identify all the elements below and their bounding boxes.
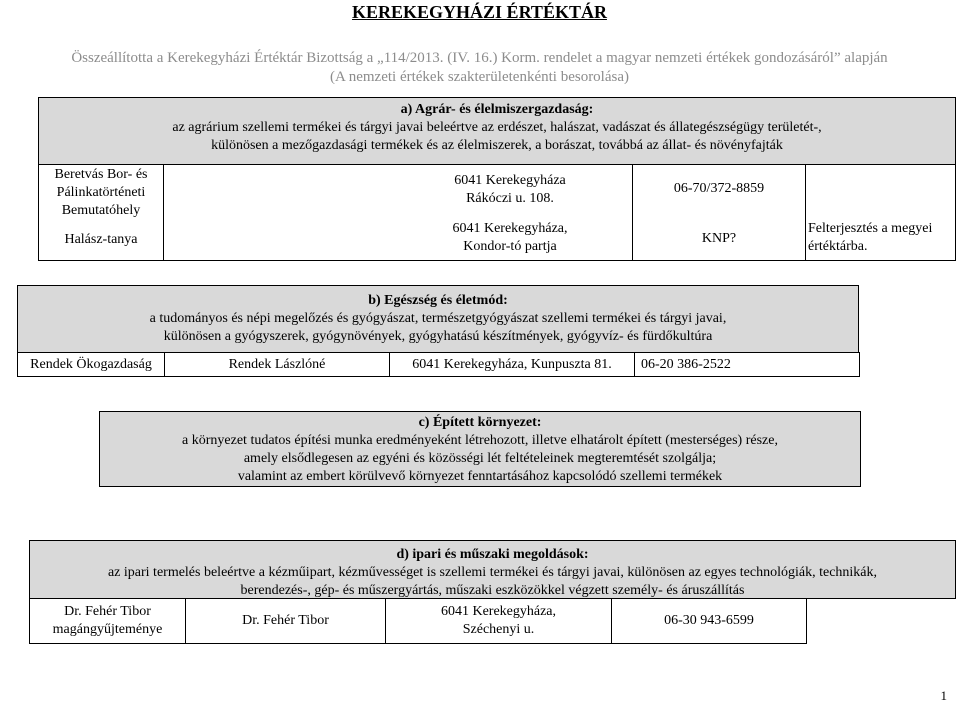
person-name: Rendek Lászlóné — [228, 356, 326, 372]
place-name: Beretvás Bor- és Pálinkatörténeti Bemutatóhely — [54, 167, 148, 218]
address — [430, 218, 590, 258]
phone — [635, 353, 795, 376]
address-line-1: 6041 Kerekegyháza — [454, 173, 566, 188]
phone — [612, 600, 806, 642]
address — [440, 170, 580, 210]
address — [386, 600, 611, 642]
subtitle-line-2: (A nemzeti értékek szakterületenkénti besorolása) — [329, 69, 630, 85]
person-name: Dr. Fehér Tibor — [242, 613, 329, 628]
page-number: 1 — [940, 688, 947, 703]
section-b-heading: b) Egészség és életmód: — [368, 293, 508, 308]
note-text: Felterjesztés a megyei értéktárba. — [808, 221, 933, 254]
phone-value: 06-70/372-8859 — [673, 181, 765, 196]
section-c-heading: c) Épített környezet: — [418, 415, 542, 430]
section-b-line-2: különösen a gyógyszerek, gyógynövények, gyógyhatású készítmények, gyógyvíz- és fürdőkultúra — [163, 329, 713, 344]
phone-value: KNP? — [701, 231, 737, 246]
phone-value: 06-20 386-2522 — [641, 356, 731, 372]
note — [808, 218, 954, 258]
address-line-1: 6041 Kerekegyháza, — [452, 221, 568, 236]
section-c-line-1: a környezet tudatos építési munka eredményeként létrehozott, illetve elhatárolt épített (mesterséges) része, — [182, 433, 778, 448]
section-c-line-3: valamint az embert körülvevő környezet fenntartásához kapcsolódó szellemi termékek — [237, 469, 723, 484]
table-row — [39, 229, 163, 251]
phone — [633, 178, 805, 200]
table-row — [18, 353, 164, 376]
section-a-line-2: különösen a mezőgazdasági termékek és az élelmiszerek, a borászat, továbbá az állat- és növényfajták — [211, 138, 783, 153]
section-d-line-2: berendezés-, gép- és műszergyártás, műszaki eszközökkel végzett személy- és áruszállítás — [240, 583, 745, 598]
section-a-header — [38, 97, 956, 165]
section-d-header — [29, 540, 956, 599]
document-title: KEREKEGYHÁZI ÉRTÉKTÁR — [352, 2, 607, 22]
place-name: Rendek Ökogazdaság — [30, 356, 152, 372]
section-a-heading: a) Agrár- és élelmiszergazdaság: — [400, 102, 594, 117]
section-b-header — [17, 285, 859, 353]
address-line: 6041 Kerekegyháza, Kunpuszta 81. — [412, 356, 612, 372]
address-line-2: Rákóczi u. 108. — [466, 191, 554, 206]
section-d-heading: d) ipari és műszaki megoldások: — [396, 547, 589, 562]
section-a-line-1: az agrárium szellemi termékei és tárgyi javai beleértve az erdészet, halászat, vadászat és állategészségügy területét-, — [172, 120, 822, 135]
person — [165, 353, 389, 376]
table-row — [39, 165, 163, 221]
collection-name-line-1: Dr. Fehér Tibor — [64, 604, 151, 619]
address-line-2: Kondor-tó partja — [463, 239, 557, 254]
address-line-2: Széchenyi u. — [462, 622, 535, 637]
section-b-line-1: a tudományos és népi megelőzés és gyógyászat, természetgyógyászat szellemi termékei és tárgyi javai, — [149, 311, 727, 326]
table-row — [30, 600, 185, 642]
subtitle-line-1: Összeállította a Kerekegyházi Értéktár Bizottság a „114/2013. (IV. 16.) Korm. rendelet a magyar nemzeti értékek gondozásáról” alapján — [71, 50, 888, 66]
section-c-line-2: amely elsődlegesen az egyéni és közösségi lét feltételeinek megteremtését szolgálja; — [243, 451, 717, 466]
document-subtitle — [0, 49, 959, 87]
section-d-line-1: az ipari termelés beleértve a kézműipart, kézművességet is szellemi termékei és tárgyi javai, különösen az egyes technológiák, technikák, — [107, 565, 878, 580]
address-line-1: 6041 Kerekegyháza, — [440, 604, 557, 619]
place-name: Halász-tanya — [64, 232, 138, 247]
section-c-header — [99, 411, 861, 487]
collection-name-line-2: magángyűjteménye — [52, 622, 163, 637]
person — [186, 600, 385, 642]
phone — [633, 228, 805, 250]
address — [390, 353, 634, 376]
phone-value: 06-30 943-6599 — [664, 613, 754, 628]
